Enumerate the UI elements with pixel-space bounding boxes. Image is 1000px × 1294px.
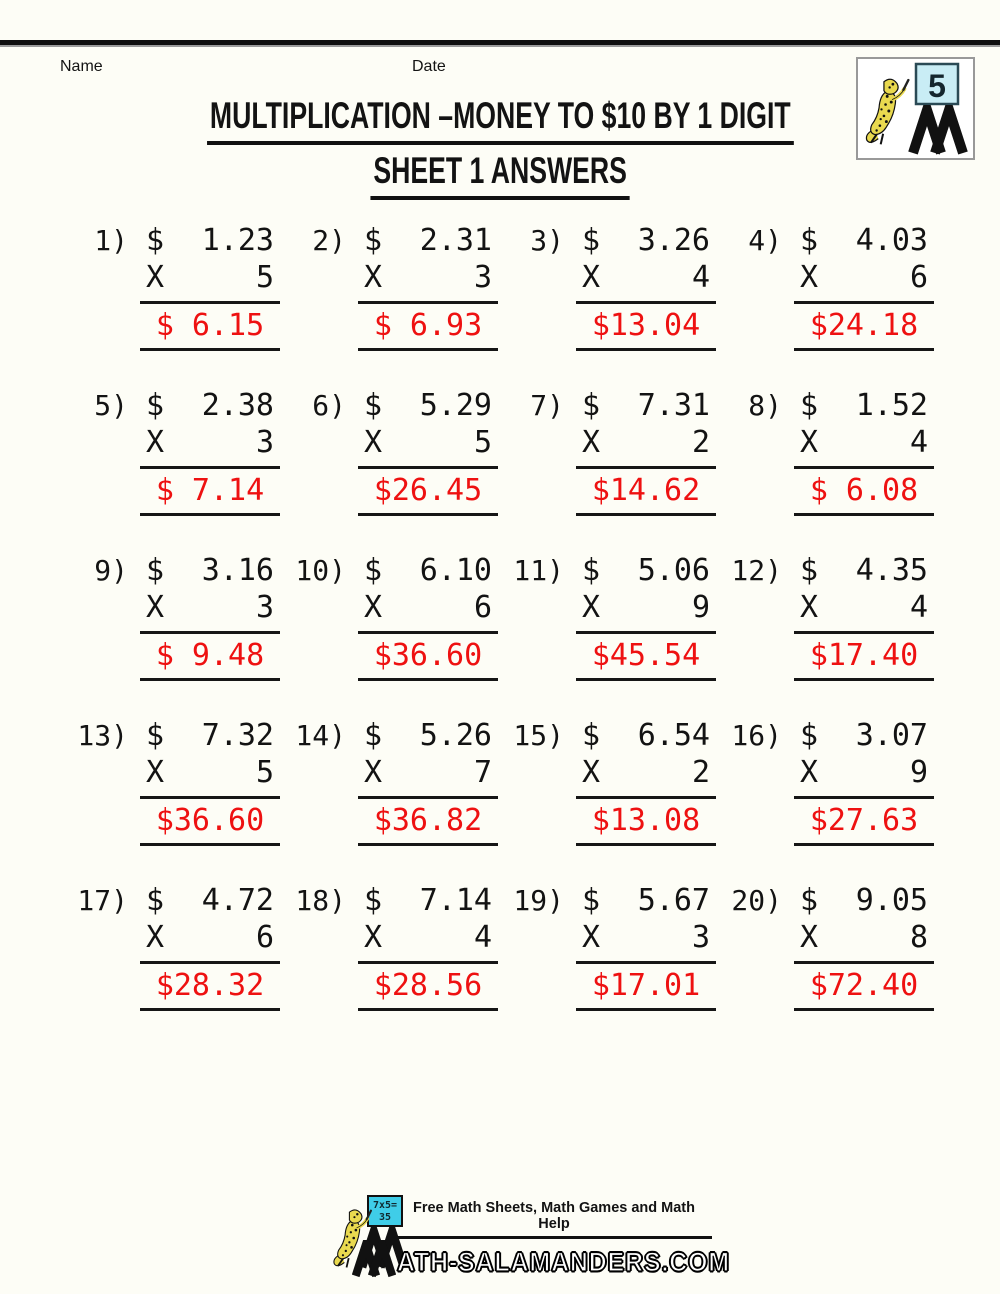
- answer-line-bottom: [576, 1008, 716, 1011]
- multiplicand: 4.72: [201, 883, 274, 918]
- multiply-sign: X: [146, 425, 165, 460]
- problem-number: 2): [312, 224, 346, 257]
- answer-line-bottom: [358, 678, 498, 681]
- currency-sign: $: [364, 553, 383, 588]
- product-answer: $17.01: [591, 968, 701, 1003]
- multiplier: 6: [255, 920, 274, 955]
- multiply-sign: X: [146, 260, 165, 295]
- problem: [502, 552, 720, 717]
- multiplicand: 3.16: [201, 553, 274, 588]
- multiply-sign: X: [800, 590, 819, 625]
- worksheet-title: MULTIPLICATION –MONEY TO $10 BY 1 DIGIT: [207, 95, 794, 145]
- product-answer: $ 9.48: [155, 638, 265, 673]
- currency-sign: $: [800, 223, 819, 258]
- answer-line-bottom: [794, 843, 934, 846]
- problem-body: [140, 717, 280, 846]
- currency-sign: $: [582, 718, 601, 753]
- m-logo-icon: [352, 1240, 396, 1278]
- answer-line-bottom: [794, 513, 934, 516]
- product-answer: $28.32: [155, 968, 265, 1003]
- multiplier: 4: [691, 260, 710, 295]
- product-answer: $36.60: [373, 638, 483, 673]
- multiply-sign: X: [800, 260, 819, 295]
- problem-number: 15): [513, 719, 564, 752]
- problem-body: [794, 387, 934, 516]
- currency-sign: $: [582, 388, 601, 423]
- problem-number: 16): [731, 719, 782, 752]
- problem: [720, 882, 938, 1047]
- multiply-sign: X: [800, 755, 819, 790]
- currency-sign: $: [146, 223, 165, 258]
- top-divider: [0, 40, 1000, 47]
- currency-sign: $: [146, 883, 165, 918]
- multiplicand: 7.32: [201, 718, 274, 753]
- product-answer: $ 6.15: [155, 308, 265, 343]
- product-answer: $ 6.08: [809, 473, 919, 508]
- answer-line-bottom: [140, 678, 280, 681]
- date-label: Date: [412, 58, 446, 75]
- multiplier: 4: [909, 425, 928, 460]
- answer-line-bottom: [794, 678, 934, 681]
- problems-grid: [66, 222, 938, 1047]
- multiplicand: 3.07: [855, 718, 928, 753]
- multiplicand: 4.03: [855, 223, 928, 258]
- currency-sign: $: [146, 553, 165, 588]
- footer-tagline: Free Math Sheets, Math Games and Math Help: [412, 1200, 695, 1232]
- problem-body: [794, 222, 934, 351]
- problem-body: [140, 387, 280, 516]
- multiplier: 5: [473, 425, 492, 460]
- problem-number: 19): [513, 884, 564, 917]
- problem-number: 11): [513, 554, 564, 587]
- multiplier: 5: [255, 260, 274, 295]
- footer: [396, 1200, 731, 1278]
- multiplicand: 5.06: [637, 553, 710, 588]
- problem-number: 4): [748, 224, 782, 257]
- problem-number: 1): [94, 224, 128, 257]
- product-answer: $17.40: [809, 638, 919, 673]
- problem-body: [140, 222, 280, 351]
- product-answer: $14.62: [591, 473, 701, 508]
- problem: [720, 222, 938, 387]
- problem-body: [358, 552, 498, 681]
- problem: [284, 882, 502, 1047]
- multiplier: 6: [909, 260, 928, 295]
- name-label: Name: [60, 58, 103, 75]
- problem: [720, 552, 938, 717]
- multiplicand: 4.35: [855, 553, 928, 588]
- problem: [502, 882, 720, 1047]
- answer-line-bottom: [140, 1008, 280, 1011]
- currency-sign: $: [364, 718, 383, 753]
- problem-body: [358, 717, 498, 846]
- multiplicand: 7.31: [637, 388, 710, 423]
- multiplier: 4: [909, 590, 928, 625]
- multiply-sign: X: [582, 260, 601, 295]
- multiply-sign: X: [582, 920, 601, 955]
- board-equation: 7x5=: [372, 1200, 398, 1211]
- problem-number: 14): [295, 719, 346, 752]
- multiply-sign: X: [364, 590, 383, 625]
- footer-divider: [396, 1236, 712, 1239]
- problem: [66, 387, 284, 552]
- answer-line-bottom: [358, 843, 498, 846]
- problem-number: 7): [530, 389, 564, 422]
- multiplier: 9: [691, 590, 710, 625]
- currency-sign: $: [800, 388, 819, 423]
- multiplicand: 5.29: [419, 388, 492, 423]
- problem-number: 6): [312, 389, 346, 422]
- problem: [284, 552, 502, 717]
- multiply-sign: X: [582, 425, 601, 460]
- multiplicand: 9.05: [855, 883, 928, 918]
- answer-line-bottom: [358, 513, 498, 516]
- multiply-sign: X: [800, 920, 819, 955]
- problem: [502, 387, 720, 552]
- multiplier: 8: [909, 920, 928, 955]
- currency-sign: $: [364, 883, 383, 918]
- problem: [284, 222, 502, 387]
- product-answer: $36.82: [373, 803, 483, 838]
- product-answer: $26.45: [373, 473, 483, 508]
- problem-number: 17): [77, 884, 128, 917]
- answer-line-bottom: [794, 1008, 934, 1011]
- multiply-sign: X: [800, 425, 819, 460]
- multiplier: 3: [473, 260, 492, 295]
- product-answer: $ 7.14: [155, 473, 265, 508]
- problem-body: [140, 882, 280, 1011]
- problem: [720, 717, 938, 882]
- multiplier: 5: [255, 755, 274, 790]
- product-answer: $28.56: [373, 968, 483, 1003]
- currency-sign: $: [146, 388, 165, 423]
- problem: [66, 222, 284, 387]
- multiply-sign: X: [146, 920, 165, 955]
- product-answer: $27.63: [809, 803, 919, 838]
- problem: [502, 222, 720, 387]
- problem-number: 13): [77, 719, 128, 752]
- multiplier: 4: [473, 920, 492, 955]
- answer-line-bottom: [576, 843, 716, 846]
- multiplicand: 1.52: [855, 388, 928, 423]
- problem-body: [576, 882, 716, 1011]
- product-answer: $45.54: [591, 638, 701, 673]
- multiplicand: 1.23: [201, 223, 274, 258]
- currency-sign: $: [582, 883, 601, 918]
- problem: [284, 387, 502, 552]
- answer-line-bottom: [576, 678, 716, 681]
- problem-body: [576, 552, 716, 681]
- multiplicand: 2.38: [201, 388, 274, 423]
- currency-sign: $: [582, 223, 601, 258]
- problem-number: 8): [748, 389, 782, 422]
- answer-line-bottom: [140, 348, 280, 351]
- problem-number: 9): [94, 554, 128, 587]
- multiply-sign: X: [582, 755, 601, 790]
- problem: [284, 717, 502, 882]
- answer-line-bottom: [140, 513, 280, 516]
- multiplicand: 6.10: [419, 553, 492, 588]
- multiply-sign: X: [364, 755, 383, 790]
- board-result: 35: [378, 1212, 392, 1223]
- product-answer: $72.40: [809, 968, 919, 1003]
- problem-body: [358, 387, 498, 516]
- product-answer: $13.04: [591, 308, 701, 343]
- problem-body: [140, 552, 280, 681]
- product-answer: $ 6.93: [373, 308, 483, 343]
- multiplicand: 5.67: [637, 883, 710, 918]
- answer-line-bottom: [576, 348, 716, 351]
- multiplicand: 7.14: [419, 883, 492, 918]
- multiply-sign: X: [364, 920, 383, 955]
- worksheet-subtitle: SHEET 1 ANSWERS: [370, 150, 629, 200]
- problem: [66, 552, 284, 717]
- currency-sign: $: [800, 718, 819, 753]
- answer-line-bottom: [794, 348, 934, 351]
- problem: [720, 387, 938, 552]
- multiplicand: 6.54: [637, 718, 710, 753]
- problem-body: [576, 717, 716, 846]
- grade-number: 5: [928, 68, 946, 104]
- multiplier: 2: [691, 425, 710, 460]
- currency-sign: $: [800, 553, 819, 588]
- problem-body: [794, 882, 934, 1011]
- problem: [66, 717, 284, 882]
- multiplier: 7: [473, 755, 492, 790]
- problem-body: [794, 717, 934, 846]
- answer-line-bottom: [358, 348, 498, 351]
- problem-number: 12): [731, 554, 782, 587]
- currency-sign: $: [582, 553, 601, 588]
- problem-number: 3): [530, 224, 564, 257]
- product-answer: $36.60: [155, 803, 265, 838]
- currency-sign: $: [364, 388, 383, 423]
- multiply-sign: X: [582, 590, 601, 625]
- multiply-sign: X: [146, 590, 165, 625]
- problem-number: 20): [731, 884, 782, 917]
- problem-body: [576, 222, 716, 351]
- problem-number: 10): [295, 554, 346, 587]
- product-answer: $24.18: [809, 308, 919, 343]
- answer-line-bottom: [358, 1008, 498, 1011]
- multiplier: 2: [691, 755, 710, 790]
- problem-number: 5): [94, 389, 128, 422]
- product-answer: $13.08: [591, 803, 701, 838]
- problem-body: [576, 387, 716, 516]
- multiplicand: 3.26: [637, 223, 710, 258]
- answer-line-bottom: [140, 843, 280, 846]
- problem-number: 18): [295, 884, 346, 917]
- multiplicand: 2.31: [419, 223, 492, 258]
- problem-body: [358, 882, 498, 1011]
- currency-sign: $: [364, 223, 383, 258]
- currency-sign: $: [800, 883, 819, 918]
- problem: [502, 717, 720, 882]
- multiply-sign: X: [364, 260, 383, 295]
- problem-body: [794, 552, 934, 681]
- multiplier: 9: [909, 755, 928, 790]
- multiplier: 3: [691, 920, 710, 955]
- problem-body: [358, 222, 498, 351]
- problem: [66, 882, 284, 1047]
- multiply-sign: X: [146, 755, 165, 790]
- answer-line-bottom: [576, 513, 716, 516]
- multiplier: 3: [255, 590, 274, 625]
- multiplier: 6: [473, 590, 492, 625]
- site-wordmark: ATH-SALAMANDERS.COM: [397, 1247, 731, 1277]
- multiply-sign: X: [364, 425, 383, 460]
- multiplier: 3: [255, 425, 274, 460]
- currency-sign: $: [146, 718, 165, 753]
- multiplicand: 5.26: [419, 718, 492, 753]
